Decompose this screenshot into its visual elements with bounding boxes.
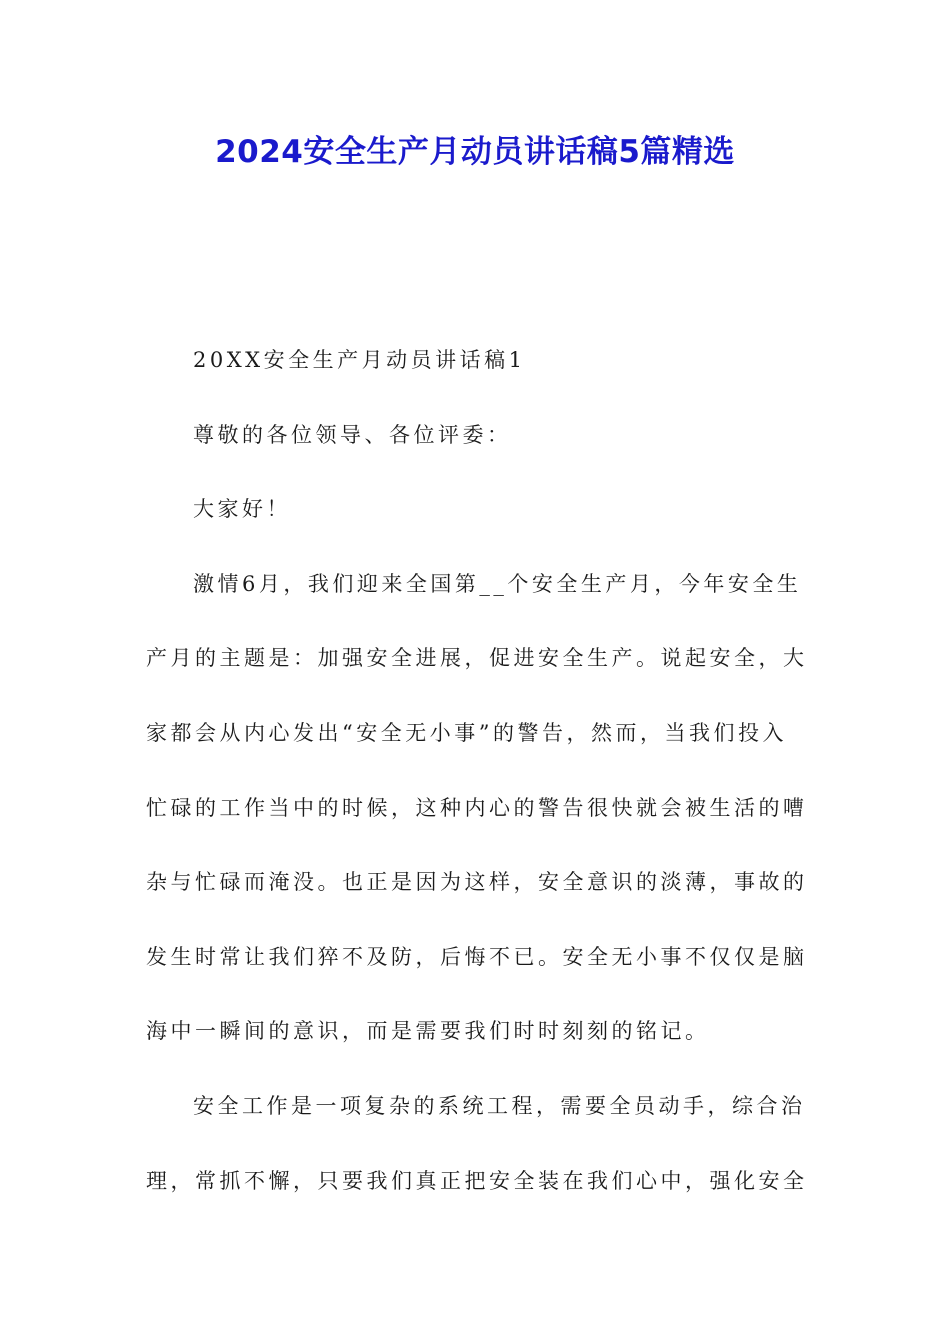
paragraph-line: 海中一瞬间的意识，而是需要我们时时刻刻的铭记。 — [146, 1019, 710, 1044]
section-heading: 20XX安全生产月动员讲话稿1 — [193, 348, 526, 372]
salutation: 尊敬的各位领导、各位评委： — [193, 422, 512, 447]
paragraph-line: 发生时常让我们猝不及防，后悔不已。安全无小事不仅仅是脑 — [146, 944, 808, 969]
paragraph-line: 理，常抓不懈，只要我们真正把安全装在我们心中，强化安全 — [146, 1168, 808, 1193]
paragraph-line: 忙碌的工作当中的时候，这种内心的警告很快就会被生活的嘈 — [146, 795, 808, 820]
paragraph-line: 产月的主题是：加强安全进展，促进安全生产。说起安全，大 — [146, 646, 808, 671]
paragraph-line: 杂与忙碌而淹没。也正是因为这样，安全意识的淡薄，事故的 — [146, 870, 808, 895]
greeting: 大家好！ — [193, 497, 291, 522]
paragraph-line: 安全工作是一项复杂的系统工程，需要全员动手，综合治 — [193, 1093, 806, 1118]
paragraph-line: 家都会从内心发出“安全无小事”的警告，然而，当我们投入 — [146, 720, 787, 745]
paragraph-line: 激情6月，我们迎来全国第__个安全生产月，今年安全生 — [193, 571, 802, 596]
document-body — [146, 323, 811, 1218]
document-title: 2024安全生产月动员讲话稿5篇精选 — [215, 134, 735, 170]
